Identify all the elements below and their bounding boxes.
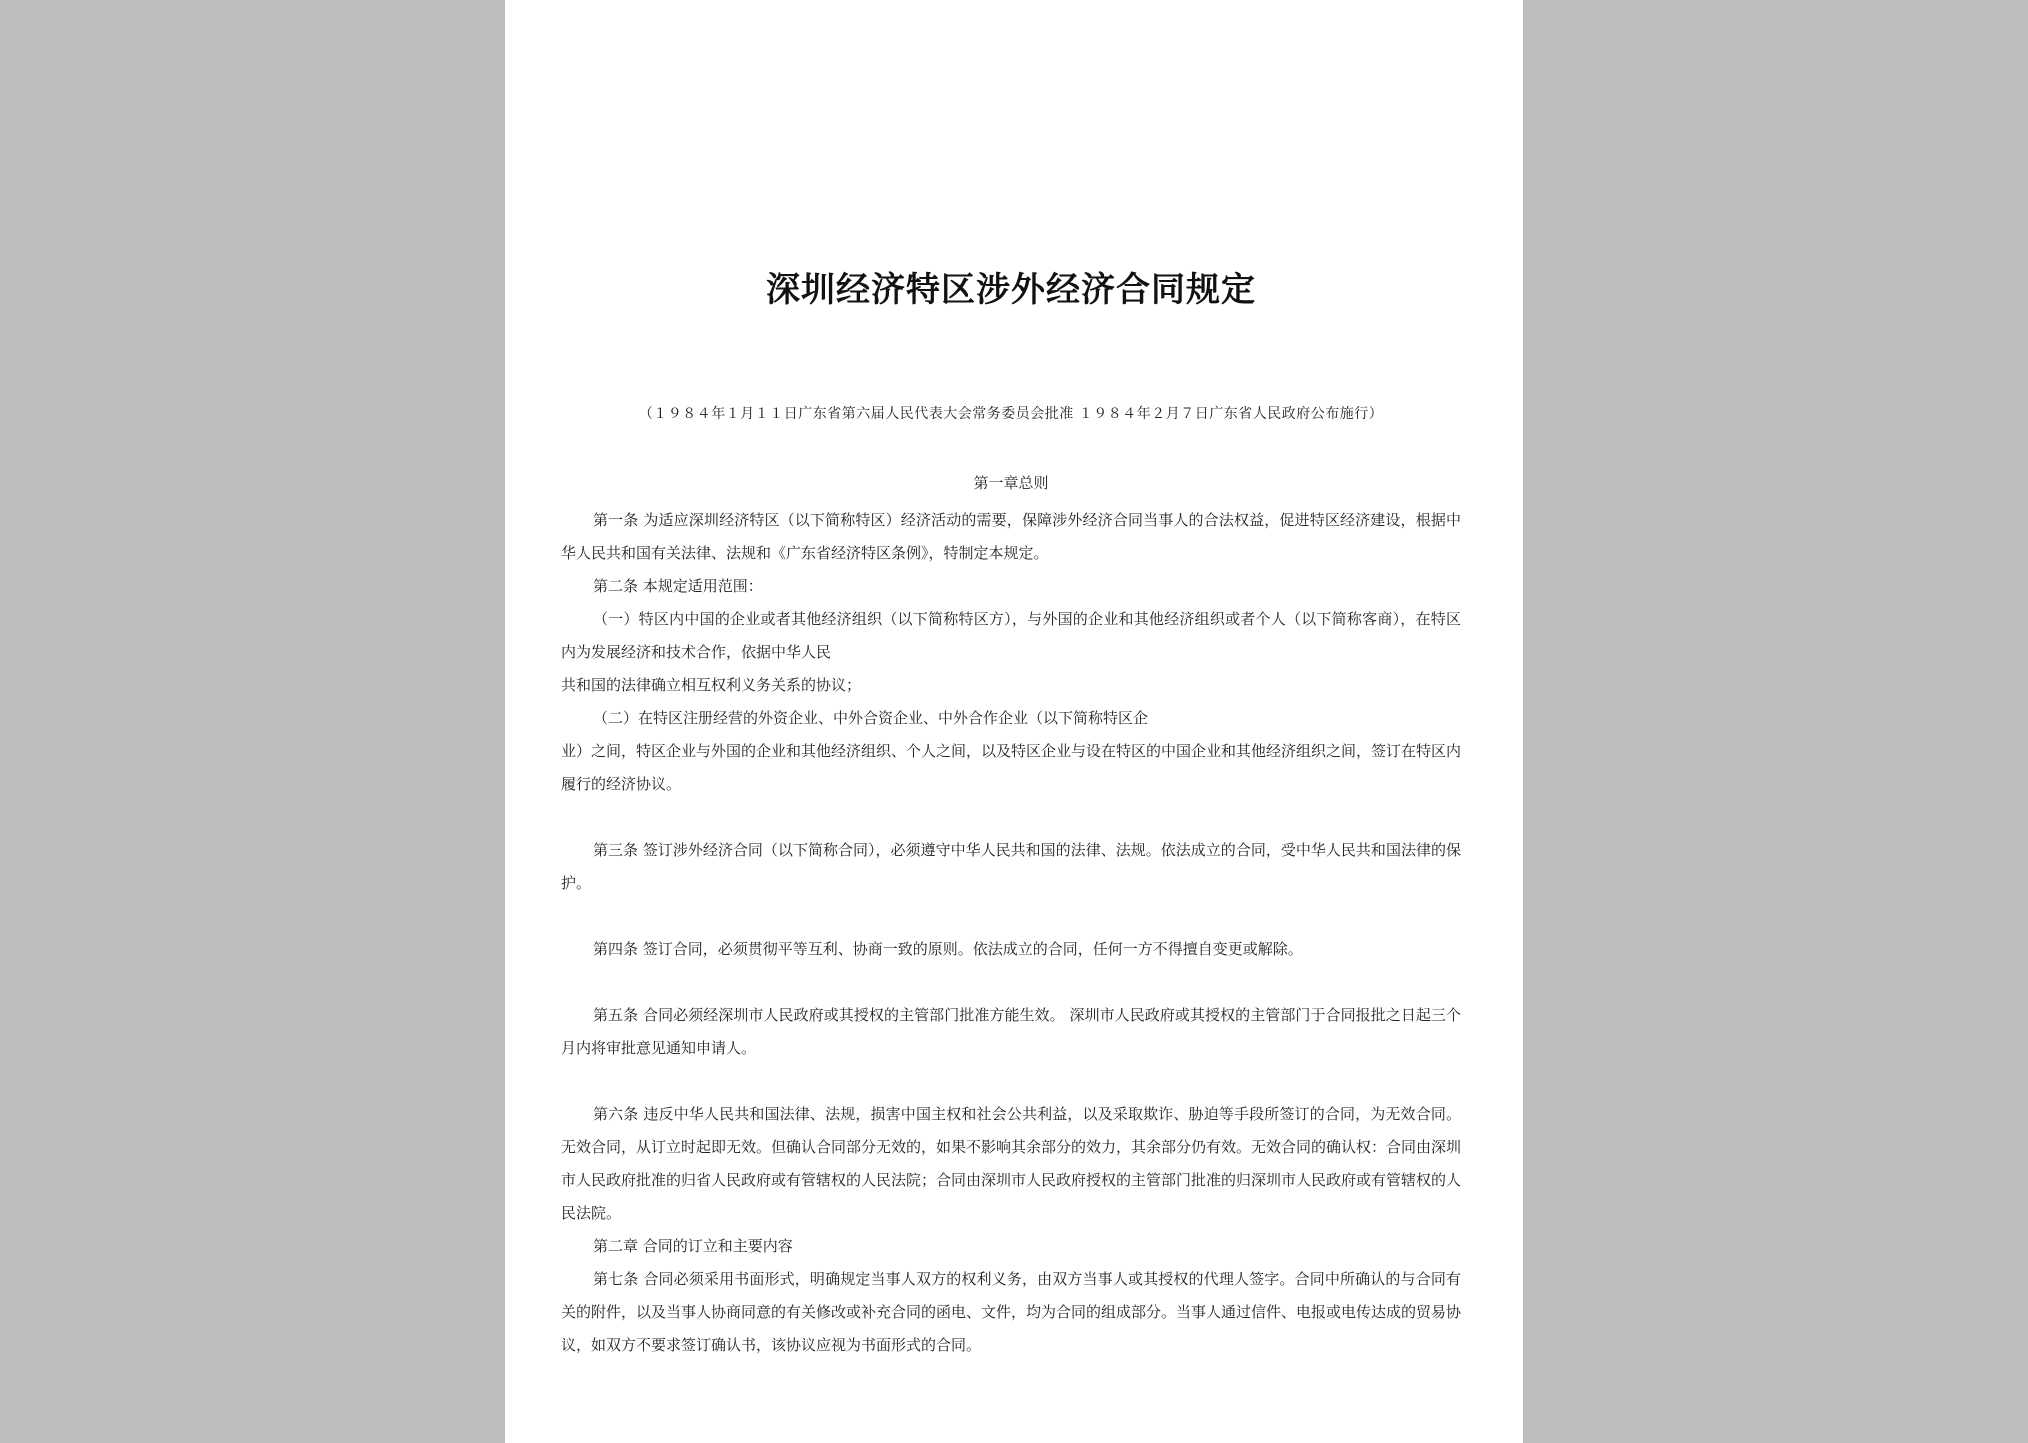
article-5: 第五条 合同必须经深圳市人民政府或其授权的主管部门批准方能生效。 深圳市人民政府或其授权的主管部门于合同报批之日起三个月内将审批意见通知申请人。 — [561, 1006, 1461, 1057]
article-1: 第一条 为适应深圳经济特区（以下简称特区）经济活动的需要，保障涉外经济合同当事人的合法权益，促进特区经济建设，根据中华人民共和国有关法律、法规和《广东省经济特区条例》，特制定本规定。 — [561, 511, 1461, 562]
article-2-item-2: （二）在特区注册经营的外资企业、中外合资企业、中外合作企业（以下简称特区企 — [593, 709, 1149, 727]
document-title: 深圳经济特区涉外经济合同规定 — [766, 270, 1256, 310]
article-7: 第七条 合同必须采用书面形式，明确规定当事人双方的权利义务，由双方当事人或其授权的代理人签字。合同中所确认的与合同有关的附件，以及当事人协商同意的有关修改或补充合同的函电、文件，均为合同的组成部分。当事人通过信件、电报或电传达成的贸易协议，如双方不要求签订确认书，该协议应视为书面形式的合同。 — [561, 1270, 1462, 1354]
spacer — [561, 966, 1461, 999]
approval-note: （１９８４年１月１１日广东省第六届人民代表大会常务委员会批准 １９８４年２月７日广东省人民政府公布施行） — [638, 406, 1384, 422]
article-2-item-1-cont: 共和国的法律确立相互权利义务关系的协议； — [561, 676, 862, 694]
spacer — [561, 1065, 1461, 1098]
article-4: 第四条 签订合同，必须贯彻平等互利、协商一致的原则。依法成立的合同，任何一方不得擅自变更或解除。 — [593, 940, 1303, 958]
article-2-item-1: （一）特区内中国的企业或者其他经济组织（以下简称特区方），与外国的企业和其他经济组织或者个人（以下简称客商），在特区内为发展经济和技术合作，依据中华人民 — [561, 610, 1461, 661]
chapter-heading: 第二章 合同的订立和主要内容 — [593, 1237, 793, 1255]
spacer — [561, 801, 1461, 834]
chapter-heading: 第一章总则 — [973, 474, 1049, 492]
document-page — [505, 0, 1523, 1443]
article-2: 第二条 本规定适用范围： — [593, 577, 763, 595]
spacer — [561, 900, 1461, 933]
article-6: 第六条 违反中华人民共和国法律、法规，损害中国主权和社会公共利益，以及采取欺诈、胁迫等手段所签订的合同，为无效合同。无效合同，从订立时起即无效。但确认合同部分无效的，如果不影响其余部分的效力，其余部分仍有效。无效合同的确认权：合同由深圳市人民政府批准的归省人民政府或有管辖权的人民法院；合同由深圳市人民政府授权的主管部门批准的归深圳市人民政府或有管辖权的人民法院。 — [561, 1105, 1462, 1222]
article-2-item-2-cont: 业）之间，特区企业与外国的企业和其他经济组织、个人之间，以及特区企业与设在特区的中国企业和其他经济组织之间，签订在特区内履行的经济协议。 — [561, 742, 1462, 793]
article-3: 第三条 签订涉外经济合同（以下简称合同），必须遵守中华人民共和国的法律、法规。依法成立的合同，受中华人民共和国法律的保护。 — [561, 841, 1461, 892]
